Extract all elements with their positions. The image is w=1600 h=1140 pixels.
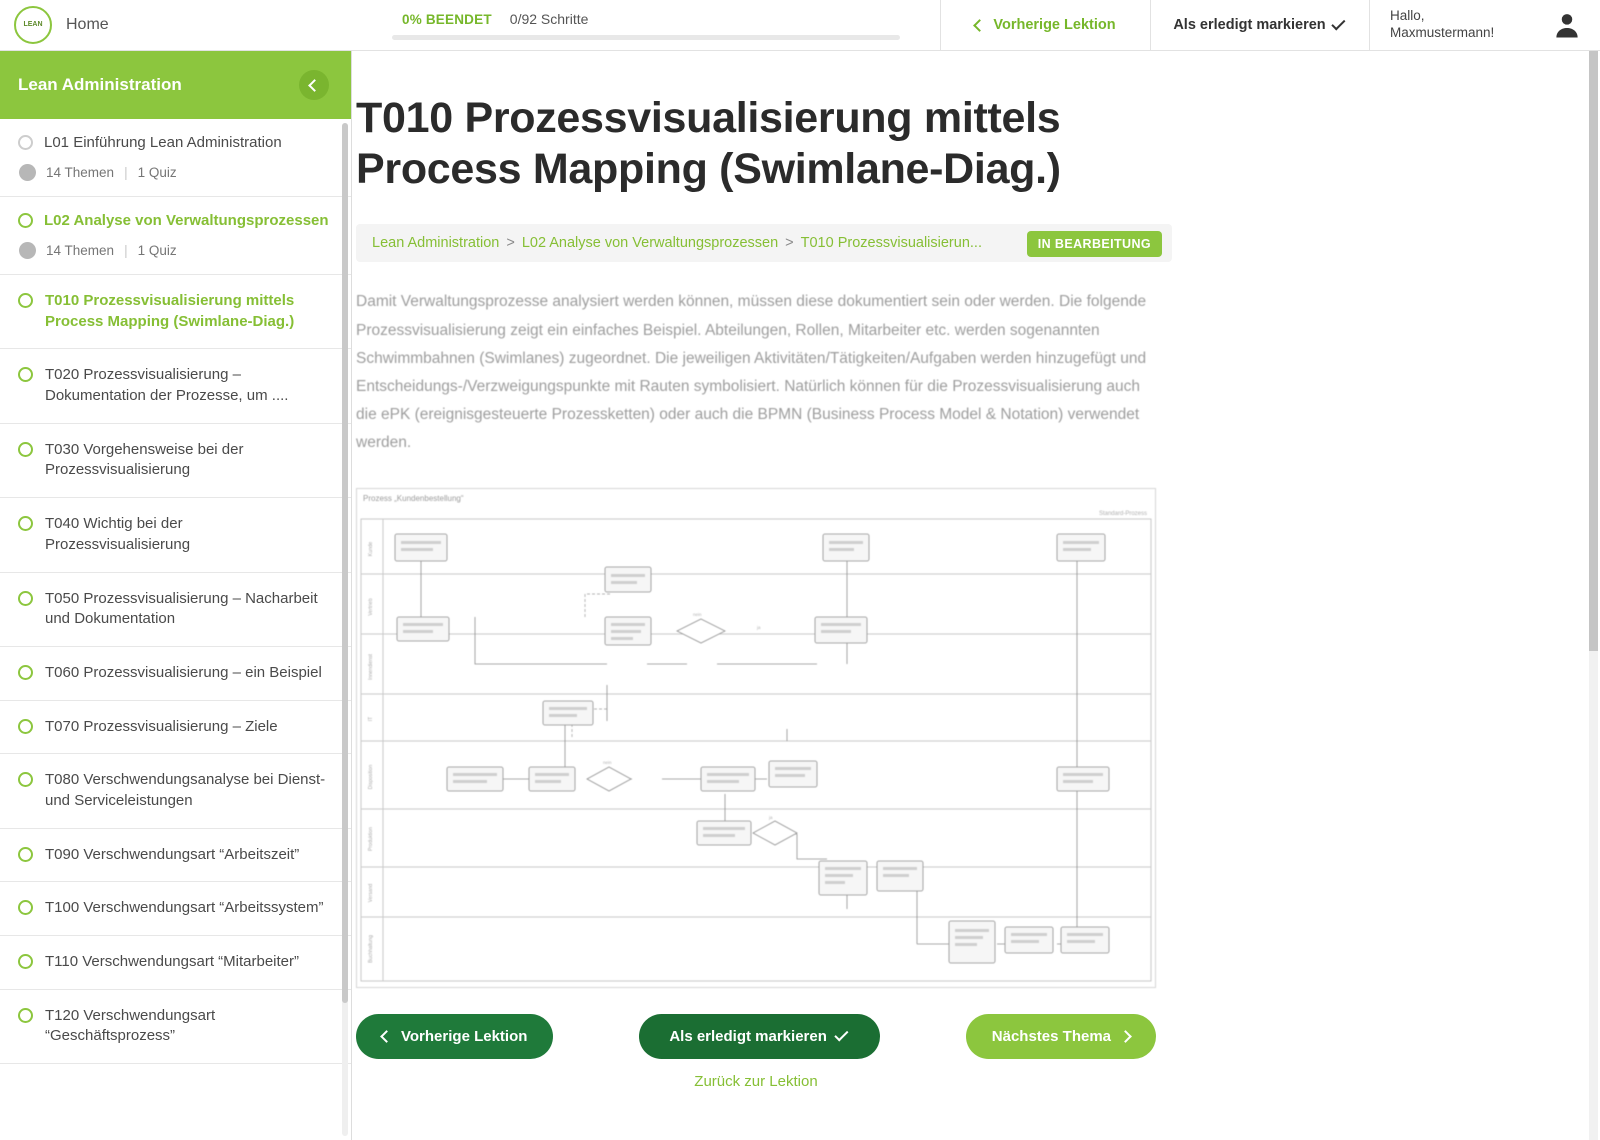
- sidebar-topic-item[interactable]: [0, 498, 351, 572]
- lesson-quiz-count: 1 Quiz: [137, 243, 177, 258]
- progress-steps-label: 0/92 Schritte: [509, 10, 589, 27]
- lesson-status-icon: [18, 135, 33, 150]
- topic-status-icon: [18, 442, 33, 457]
- sidebar-topic-label: T120 Verschwendungsart “Geschäftsprozess”: [45, 1006, 216, 1045]
- main-scrollbar-thumb[interactable]: [1589, 51, 1598, 651]
- topbar-mark-complete-button[interactable]: [1150, 0, 1370, 50]
- progress-bar-track: [392, 35, 900, 40]
- sidebar-topic-label: T090 Verschwendungsart “Arbeitszeit”: [45, 845, 300, 863]
- topic-status-icon: [18, 1008, 33, 1023]
- lesson-nav-buttons: [356, 1014, 1156, 1059]
- meta-separator: |: [124, 243, 128, 258]
- logo-text: LEAN: [23, 21, 43, 29]
- intro-paragraph: Damit Verwaltungsprozesse analysiert werden können, müssen diese dokumentiert sein oder werden. Die folgende Prozessvisualisierung zeigt ein einfaches Beispiel. Abteilungen, Rollen, Mitarbeiter etc. werden sogenannten Schwimmbahnen (Swimlanes) zugeordnet. Die jeweiligen Aktivitäten/Tätigkeiten/Aufgaben werden hinzugefügt und Entscheidungs-/Verzweigungspunkte mit Rauten symbolisiert. Natürlich können für die Prozessvisualisierung auch die ePK (ereignisgesteuerte Prozessketten) oder auch die BPMN (Business Process Model & Notation) verwendet werden.: [356, 293, 1147, 452]
- sidebar-topic-label: T080 Verschwendungsanalyse bei Dienst- und Serviceleistungen: [45, 771, 326, 809]
- sidebar-lesson-label: L01 Einführung Lean Administration: [44, 134, 282, 151]
- mark-complete-label: Als erledigt markieren: [669, 1027, 827, 1045]
- sidebar-header: [0, 51, 351, 119]
- course-sidebar: [0, 51, 352, 1140]
- svg-text:Produktion: Produktion: [368, 826, 374, 851]
- sidebar-topic-item[interactable]: [0, 882, 351, 936]
- meta-separator: |: [124, 165, 128, 180]
- breadcrumb-item-course[interactable]: Lean Administration: [372, 235, 500, 252]
- diagram-caption-right: Standard-Prozess: [1098, 510, 1147, 517]
- breadcrumb-item-lesson[interactable]: L02 Analyse von Verwaltungsprozessen: [521, 235, 779, 252]
- sidebar-topic-item[interactable]: [0, 701, 351, 755]
- topbar-left: [0, 0, 352, 50]
- sidebar-topic-label: T040 Wichtig bei der Prozessvisualisierung: [45, 515, 191, 553]
- sidebar-topic-item[interactable]: [0, 349, 351, 423]
- sidebar-topic-label: T050 Prozessvisualisierung – Nacharbeit und Dokumentation: [45, 589, 318, 628]
- sidebar-topic-label: T030 Vorgehensweise bei der Prozessvisualisierung: [45, 440, 244, 479]
- sidebar-topic-item[interactable]: [0, 275, 351, 349]
- check-icon: [1331, 16, 1345, 30]
- next-topic-label: Nächstes Thema: [991, 1027, 1111, 1045]
- topbar-mark-complete-label: Als erledigt markieren: [1173, 17, 1326, 33]
- previous-lesson-label: Vorherige Lektion: [401, 1027, 528, 1045]
- svg-text:nein: nein: [603, 759, 612, 765]
- sidebar-topic-label: T060 Prozessvisualisierung – ein Beispiel: [45, 663, 322, 681]
- topic-status-icon: [18, 293, 33, 308]
- topbar-previous-lesson-button[interactable]: [940, 0, 1150, 50]
- sidebar-topic-label: T020 Prozessvisualisierung – Dokumentation der Prozesse, um ....: [45, 366, 289, 405]
- sidebar-lesson-label: L02 Analyse von Verwaltungsprozessen: [44, 212, 329, 229]
- next-topic-button[interactable]: [966, 1014, 1156, 1059]
- breadcrumb-separator: >: [785, 235, 794, 252]
- chevron-left-icon: [380, 1030, 393, 1043]
- sidebar-lesson-1[interactable]: [0, 119, 351, 164]
- svg-text:Versand: Versand: [368, 883, 374, 902]
- topic-status-icon: [18, 847, 33, 862]
- status-badge: IN BEARBEITUNG: [1027, 231, 1162, 257]
- sidebar-lesson-meta: [0, 164, 351, 197]
- diagram-caption: Prozess „Kundenbestellung“: [363, 493, 464, 503]
- lesson-progress-dot-icon: [19, 164, 36, 181]
- breadcrumb-item-topic: T010 Prozessvisualisierun...: [800, 235, 982, 252]
- sidebar-topic-item[interactable]: [0, 424, 351, 498]
- page-title: T010 Prozessvisualisierung mittels Process Mapping (Swimlane-Diag.): [356, 94, 1061, 193]
- lesson-progress-dot-icon: [19, 242, 36, 259]
- svg-text:ja: ja: [757, 624, 761, 630]
- sidebar-topic-item[interactable]: [0, 936, 351, 990]
- svg-text:Innendienst: Innendienst: [368, 653, 374, 680]
- lesson-status-icon: [18, 213, 33, 228]
- progress-percent-label: 0% BEENDET: [402, 11, 492, 27]
- sidebar-topic-item[interactable]: [0, 573, 351, 647]
- sidebar-topic-label: T110 Verschwendungsart “Mitarbeiter”: [45, 953, 300, 970]
- user-greeting-line1: Hallo,: [1390, 8, 1425, 24]
- svg-text:Kunde: Kunde: [368, 541, 374, 556]
- topic-status-icon: [18, 665, 33, 680]
- sidebar-scrollbar-thumb[interactable]: [342, 123, 348, 1003]
- topic-status-icon: [18, 367, 33, 382]
- user-greeting: [1390, 8, 1494, 42]
- svg-text:nein: nein: [693, 611, 702, 617]
- topic-status-icon: [18, 954, 33, 969]
- sidebar-topic-label: T070 Prozessvisualisierung – Ziele: [45, 717, 278, 735]
- sidebar-course-title: Lean Administration: [18, 75, 182, 94]
- user-menu[interactable]: [1370, 0, 1600, 50]
- lesson-topics-count: 14 Themen: [46, 243, 115, 258]
- sidebar-topic-item[interactable]: [0, 829, 351, 883]
- main-inner: [356, 51, 1596, 1090]
- sidebar-lesson-meta: [0, 242, 351, 275]
- main-scrollbar-track[interactable]: [1589, 51, 1598, 1140]
- sidebar-topic-item[interactable]: [0, 754, 351, 828]
- course-progress: [352, 0, 940, 50]
- site-logo-icon: [14, 6, 52, 44]
- previous-lesson-button[interactable]: [356, 1014, 553, 1059]
- lesson-quiz-count: 1 Quiz: [137, 165, 177, 180]
- user-avatar-icon: [1552, 10, 1582, 40]
- user-greeting-line2: Maxmustermann!: [1390, 25, 1495, 40]
- progress-labels: [392, 11, 900, 27]
- mark-complete-button[interactable]: [639, 1014, 880, 1059]
- breadcrumb-separator: >: [506, 235, 515, 252]
- topic-status-icon: [18, 719, 33, 734]
- chevron-left-icon: [974, 19, 987, 32]
- topbar-previous-lesson-label: Vorherige Lektion: [993, 17, 1116, 33]
- svg-text:Disposition: Disposition: [368, 764, 374, 789]
- topic-status-icon: [18, 900, 33, 915]
- sidebar-lesson-2[interactable]: [0, 197, 351, 242]
- topic-status-icon: [18, 772, 33, 787]
- sidebar-topic-item[interactable]: [0, 647, 351, 701]
- main-content: [352, 51, 1600, 1140]
- top-bar: [0, 0, 1600, 51]
- sidebar-lesson-list[interactable]: [0, 119, 351, 1140]
- back-to-lesson-link[interactable]: Zurück zur Lektion: [694, 1072, 818, 1090]
- check-icon: [834, 1027, 848, 1041]
- sidebar-topic-label: T100 Verschwendungsart “Arbeitssystem”: [45, 899, 324, 917]
- svg-text:Vertrieb: Vertrieb: [368, 598, 374, 616]
- swimlane-diagram-graphic: [357, 489, 1156, 988]
- svg-text:ja: ja: [769, 814, 773, 820]
- svg-text:Buchhaltung: Buchhaltung: [368, 934, 374, 963]
- svg-text:IT: IT: [368, 716, 374, 721]
- sidebar-collapse-button[interactable]: [299, 70, 329, 100]
- sidebar-topic-label: T010 Prozessvisualisierung mittels Process Mapping (Swimlane-Diag.): [45, 292, 295, 330]
- chevron-left-icon: [308, 79, 321, 92]
- lesson-topics-count: 14 Themen: [46, 165, 115, 180]
- home-link[interactable]: Home: [66, 16, 109, 33]
- breadcrumb: [356, 224, 1172, 262]
- chevron-right-icon: [1119, 1030, 1132, 1043]
- page-body: [0, 51, 1600, 1140]
- swimlane-diagram: [356, 488, 1156, 988]
- sidebar-topic-item[interactable]: [0, 990, 351, 1064]
- topic-status-icon: [18, 591, 33, 606]
- topic-status-icon: [18, 516, 33, 531]
